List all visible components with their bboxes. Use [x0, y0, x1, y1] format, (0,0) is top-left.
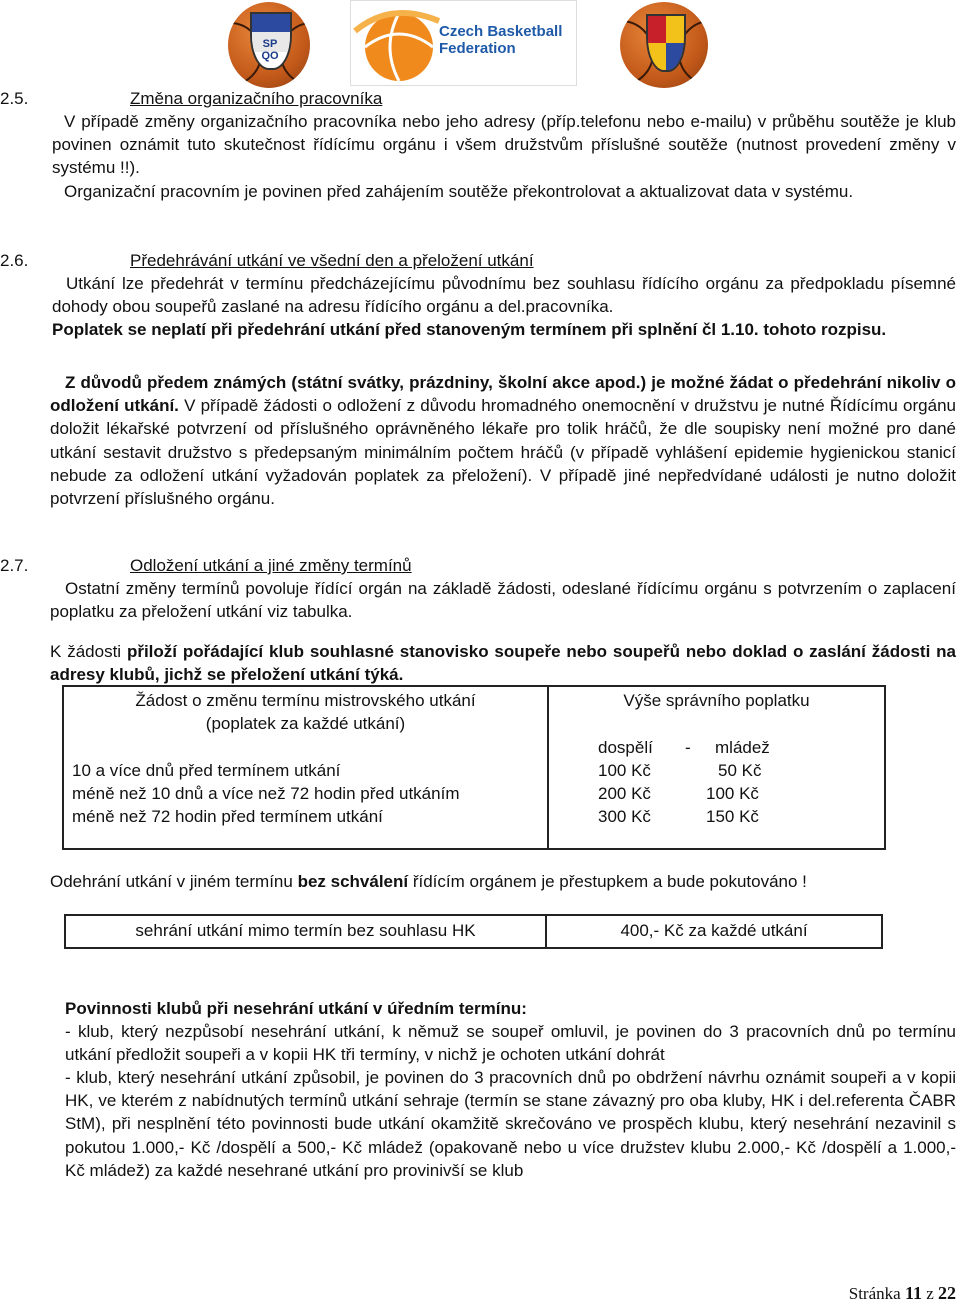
fee-row-adult: 100 Kč: [598, 761, 651, 780]
fee-table-col-adult: dospělí: [598, 738, 653, 757]
logo-center-line2: Federation: [439, 40, 516, 57]
hk-table-left: sehrání utkání mimo termín bez souhlasu HK: [135, 921, 476, 940]
fee-table-head-left-1: Žádost o změnu termínu mistrovského utkání: [135, 691, 476, 710]
fee-row-label: 10 a více dnů před termínem utkání: [72, 761, 341, 780]
section-title-2-7: Odložení utkání a jiné změny termínů: [130, 556, 412, 575]
fee-table: [62, 685, 886, 850]
fee-row-adult: 300 Kč: [598, 807, 651, 826]
footer-total: 22: [938, 1283, 956, 1303]
logo-center: [350, 0, 577, 86]
penalty-note-bold: bez schválení: [297, 872, 409, 891]
section-2-6-reasons-bold: Z důvodů předem známých (státní svátky, prázdniny, školní akce apod.) je možné žádat o předehrání nikoliv o odložení utkání.: [50, 373, 956, 416]
basketball-swoosh-icon: [351, 1, 441, 85]
hk-table-right: 400,- Kč za každé utkání: [620, 921, 808, 940]
hk-table: [64, 914, 883, 949]
section-number-2-7: 2.7.: [0, 556, 29, 575]
logo-left-text-1: SP: [262, 38, 278, 50]
section-title-2-6: Předehrávání utkání ve všední den a přeložení utkání: [130, 251, 534, 270]
duties-title: Povinnosti klubů při nesehrání utkání v úředním termínu:: [65, 999, 527, 1018]
duties-paragraph-1: - klub, který nezpůsobí nesehrání utkání, k němuž se soupeř omluvil, je povinen do 3 pracovních dnů po termínu utkání předložit soupeři a v kopii HK tři termíny, v nichž je ochoten utkání dohrát: [65, 1022, 956, 1065]
fee-row-label: méně než 72 hodin před termínem utkání: [72, 807, 383, 826]
fee-table-col-dash: -: [685, 738, 691, 757]
section-2-7-paragraph-1: Ostatní změny termínů povoluje řídící orgán na základě žádosti, odeslané řídícímu orgánu s potvrzením o zaplacení poplatku za přeložení utkání viz tabulka.: [50, 579, 956, 622]
page-footer: [849, 1283, 956, 1304]
fee-table-col-youth: mládež: [715, 738, 770, 757]
section-2-6-paragraph-1: Utkání lze předehrát v termínu předcházejícímu původnímu bez souhlasu řídícího orgánu za předpokladu písemné dohody obou soupeřů zaslané na adresu řídícího orgánu a del.pracovníka.: [52, 274, 956, 317]
footer-of: z: [926, 1284, 934, 1303]
penalty-note-a: Odehrání utkání v jiném termínu: [50, 872, 298, 891]
fee-table-head-right: Výše správního poplatku: [623, 691, 810, 710]
section-2-5-paragraph-2: Organizační pracovním je povinen před zahájením soutěže překontrolovat a aktualizovat data v systému.: [64, 182, 854, 201]
logo-left-text-2: QO: [261, 50, 279, 62]
section-2-6-paragraph-3: [50, 371, 956, 510]
fee-row-youth: 150 Kč: [706, 807, 759, 826]
fee-row-youth: 50 Kč: [718, 761, 762, 780]
fee-table-head-left-2: (poplatek za každé utkání): [205, 714, 406, 733]
section-2-6-fee-note: Poplatek se neplatí při předehrání utkání před stanoveným termínem při splnění čl 1.10. tohoto rozpisu.: [52, 320, 887, 339]
section-2-6-reasons-rest: V případě žádosti o odložení z důvodu hromadného onemocnění v družstvu je nutné Řídícímu orgánu doložit lékařské potvrzení od příslušného oprávněného lékaře pro tolik hráčů, že dle soupisky není možné pro dané utkání sestavit družstvo s předepsaným minimálním počtem hráčů (v případě vyhlášení epidemie hygienickou stanicí nebude za odložení utkání vyžadován poplatek za přeložení). V případě jiné nepředvídané události je nutno doložit potvrzení příslušného orgánu.: [50, 396, 956, 509]
logo-right: [620, 2, 708, 88]
logo-center-line1: Czech Basketball: [439, 23, 563, 40]
fee-row-youth: 100 Kč: [706, 784, 759, 803]
section-number-2-5: 2.5.: [0, 89, 29, 108]
section-2-7-attach-bold: přiloží pořádající klub souhlasné stanovisko soupeře nebo soupeřů nebo doklad o zaslání žádosti na adresy klubů, jichž se přeložení utkání týká.: [50, 642, 957, 685]
penalty-note-c: řídícím orgánem je přestupkem a bude pokutováno !: [408, 872, 807, 891]
footer-page: 11: [904, 1283, 922, 1303]
footer-word: Stránka: [848, 1284, 901, 1303]
fee-row-adult: 200 Kč: [598, 784, 651, 803]
logo-left: [228, 2, 310, 88]
section-number-2-6: 2.6.: [0, 251, 29, 270]
section-2-7-paragraph-2: [50, 640, 956, 686]
section-2-7-attach-intro: K žádosti: [50, 642, 127, 661]
section-2-5-paragraph-1: V případě změny organizačního pracovníka nebo jeho adresy (příp.telefonu nebo e-mailu) v průběhu soutěže je klub povinen oznámit tuto skutečnost řídícímu orgánu i všem družstvům příslušné soutěže (nutnost provedení změny v systému !!).: [52, 112, 956, 178]
duties-paragraph-2: - klub, který nesehrání utkání způsobil, je povinen do 3 pracovních dnů po obdržení návrhu oznámit soupeři a v kopii HK, ve kterém z nabídnutých termínů utkání sehraje (termín se stane závazný pro oba kluby, HK i del.referenta ČABR StM), při nesplnění této povinnosti bude utkání okamžitě skrečováno ve prospěch klubu, který nesehrání nezavinil s pokutou 1.000,- Kč /dospělí a 500,- Kč mládež (opakovaně nebo u více družstev klubu 2.000,- Kč /dospělí a 1.000,- Kč mládež) za každé nesehrané utkání pro provinivší se klub: [65, 1068, 956, 1180]
penalty-note: [50, 870, 807, 893]
section-title-2-5: Změna organizačního pracovníka: [130, 89, 383, 108]
fee-row-label: méně než 10 dnů a více než 72 hodin před utkáním: [72, 784, 460, 803]
